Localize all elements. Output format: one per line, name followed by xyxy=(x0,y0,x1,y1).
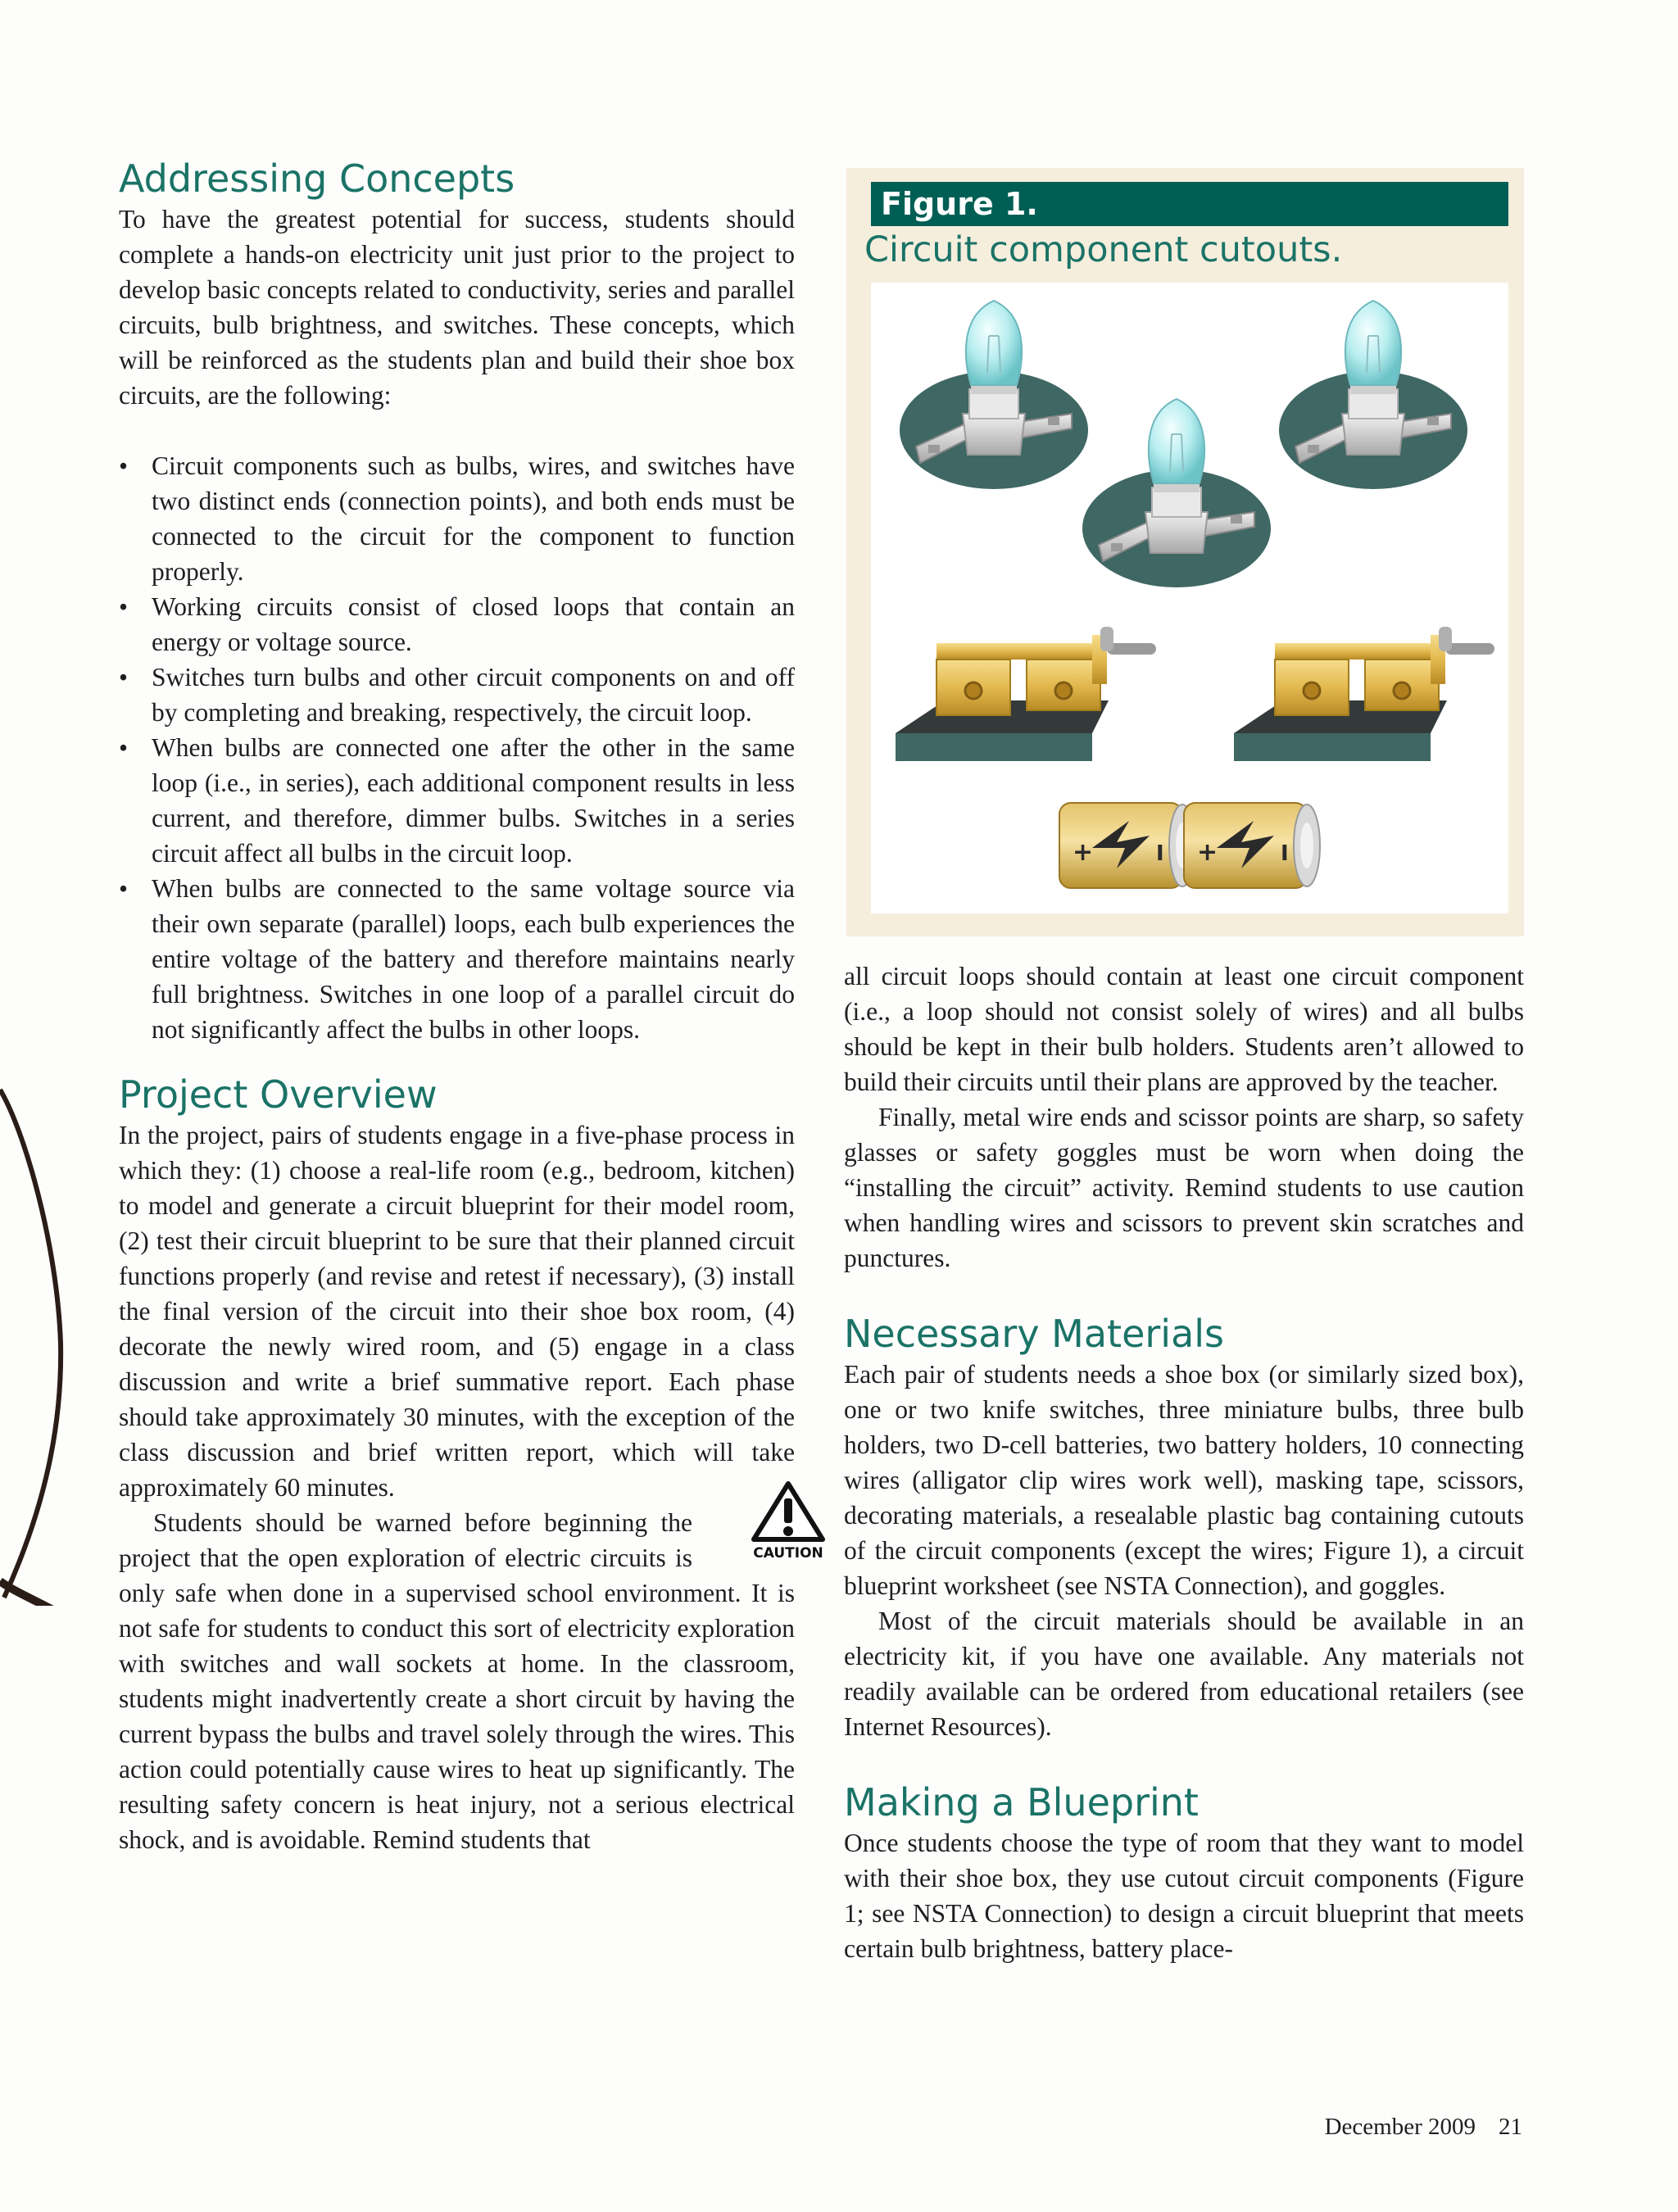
pen-mark xyxy=(0,1081,74,1606)
caution-label: CAUTION xyxy=(753,1545,823,1562)
materials-paragraph-1: Each pair of students needs a shoe box (or similarly sized box), one or two knife switches, three miniature bulbs, three bulb holders, two D-cell batteries, two battery holders, 10 connecting wires (alligator clip wires work well), masking tape, scissors, decorating materials, a resealable plastic bag containing cutouts of the circuit components (except the wires; Figure 1), a circuit blueprint worksheet (see NSTA Connection), and goggles. xyxy=(844,1360,1524,1600)
page-number: 21 xyxy=(1499,2114,1522,2140)
concept-list xyxy=(119,448,795,1047)
figure-label: Figure 1. xyxy=(881,186,1038,222)
right-column xyxy=(844,959,1524,1966)
heading-necessary-materials: Necessary Materials xyxy=(844,1312,1225,1356)
overview-paragraph-3: all circuit loops should contain at least one circuit component (i.e., a loop should not consist solely of wires) and all bulbs should be kept in their bulb holders. Students aren’t allowed to build their circuits until their plans are approved by the teacher. xyxy=(844,962,1524,1096)
blueprint-paragraph-1: Once students choose the type of room that they want to model with their shoe box, they use cutout circuit components (Figure 1; see NSTA Connection) to design a circuit blueprint that meets certain bulb brightness, battery place- xyxy=(844,1829,1524,1963)
issue-date: December 2009 xyxy=(1324,2114,1476,2140)
heading-addressing-concepts: Addressing Concepts xyxy=(119,156,515,201)
page-footer xyxy=(1325,2112,1522,2142)
figure-caption: Circuit component cutouts. xyxy=(864,229,1343,270)
battery-icon xyxy=(1184,803,1320,888)
list-item: • When bulbs are connected to the same voltage source via their own separate (parallel) loops, each bulb experiences the entire voltage of the battery and therefore maintains nearly full brightness. Switches in one loop of a parallel circuit do not significantly affect the bulbs in other loops. xyxy=(119,871,795,1047)
caution-icon xyxy=(705,1480,823,1562)
left-column xyxy=(119,156,823,1857)
list-item: • Circuit components such as bulbs, wires, and switches have two distinct ends (connection points), and both ends must be connected to the circuit for the component to function properly. xyxy=(119,448,795,589)
overview-paragraph-2-text: Students should be warned before beginning the project that the open exploration of electric circuits is only safe when done in a supervised school environment. It is not safe for students to conduct this sort of electricity exploration with switches and wall sockets at home. In the classroom, students might inadvertently create a short circuit by having the current bypass the bulbs and travel solely through the wires. This action could potentially cause wires to heat up significantly. The resulting safety concern is heat injury, not a serious electrical shock, and is avoidable. Remind students that xyxy=(119,1508,795,1854)
addressing-intro: To have the greatest potential for success, students should complete a hands-on electricity unit just prior to the project to develop basic concepts related to conductivity, series and parallel circuits, bulb brightness, and switches. These concepts, which will be reinforced as the students plan and build their shoe box circuits, are the following: xyxy=(119,205,795,410)
list-item: • When bulbs are connected one after the other in the same loop (i.e., in series), each additional component results in less current, and therefore, dimmer bulbs. Switches in a series circuit affect all bulbs in the circuit loop. xyxy=(119,730,795,871)
heading-project-overview: Project Overview xyxy=(119,1072,438,1117)
bulb-icon xyxy=(900,301,1088,489)
heading-making-a-blueprint: Making a Blueprint xyxy=(844,1780,1199,1824)
knife-switch-icon xyxy=(1234,627,1494,761)
overview-paragraph-4: Finally, metal wire ends and scissor points are sharp, so safety glasses or safety goggles must be worn when doing the “installing the circuit” activity. Remind students to use caution when handling wires and scissors to prevent skin scratches and punctures. xyxy=(844,1103,1524,1272)
knife-switch-icon xyxy=(896,627,1156,761)
bulb-icon xyxy=(1279,301,1467,489)
materials-paragraph-2: Most of the circuit materials should be available in an electricity kit, if you have one available. Any materials not readily available can be ordered from educational retailers (see Internet Resources). xyxy=(844,1607,1524,1741)
bulb-icon xyxy=(1082,399,1271,587)
figure-panel: + xyxy=(871,283,1508,913)
battery-icon xyxy=(1059,803,1195,888)
list-item: • Working circuits consist of closed loops that contain an energy or voltage source. xyxy=(119,589,795,660)
list-item: • Switches turn bulbs and other circuit components on and off by completing and breaking, respectively, the circuit loop. xyxy=(119,660,795,730)
overview-paragraph-2 xyxy=(119,1505,823,1857)
overview-paragraph-1: In the project, pairs of students engage in a five-phase process in which they: (1) choose a real-life room (e.g., bedroom, kitchen) to model and generate a circuit blueprint for their model room, (2) test their circuit blueprint to be sure that their planned circuit functions properly (and revise and retest if necessary), (3) install the final version of the circuit into their shoe box room, (4) decorate the newly wired room, and (5) engage in a class discussion and write a brief summative report. Each phase should take approximately 30 minutes, with the exception of the class discussion and brief written report, which will take approximately 60 minutes. xyxy=(119,1121,795,1502)
